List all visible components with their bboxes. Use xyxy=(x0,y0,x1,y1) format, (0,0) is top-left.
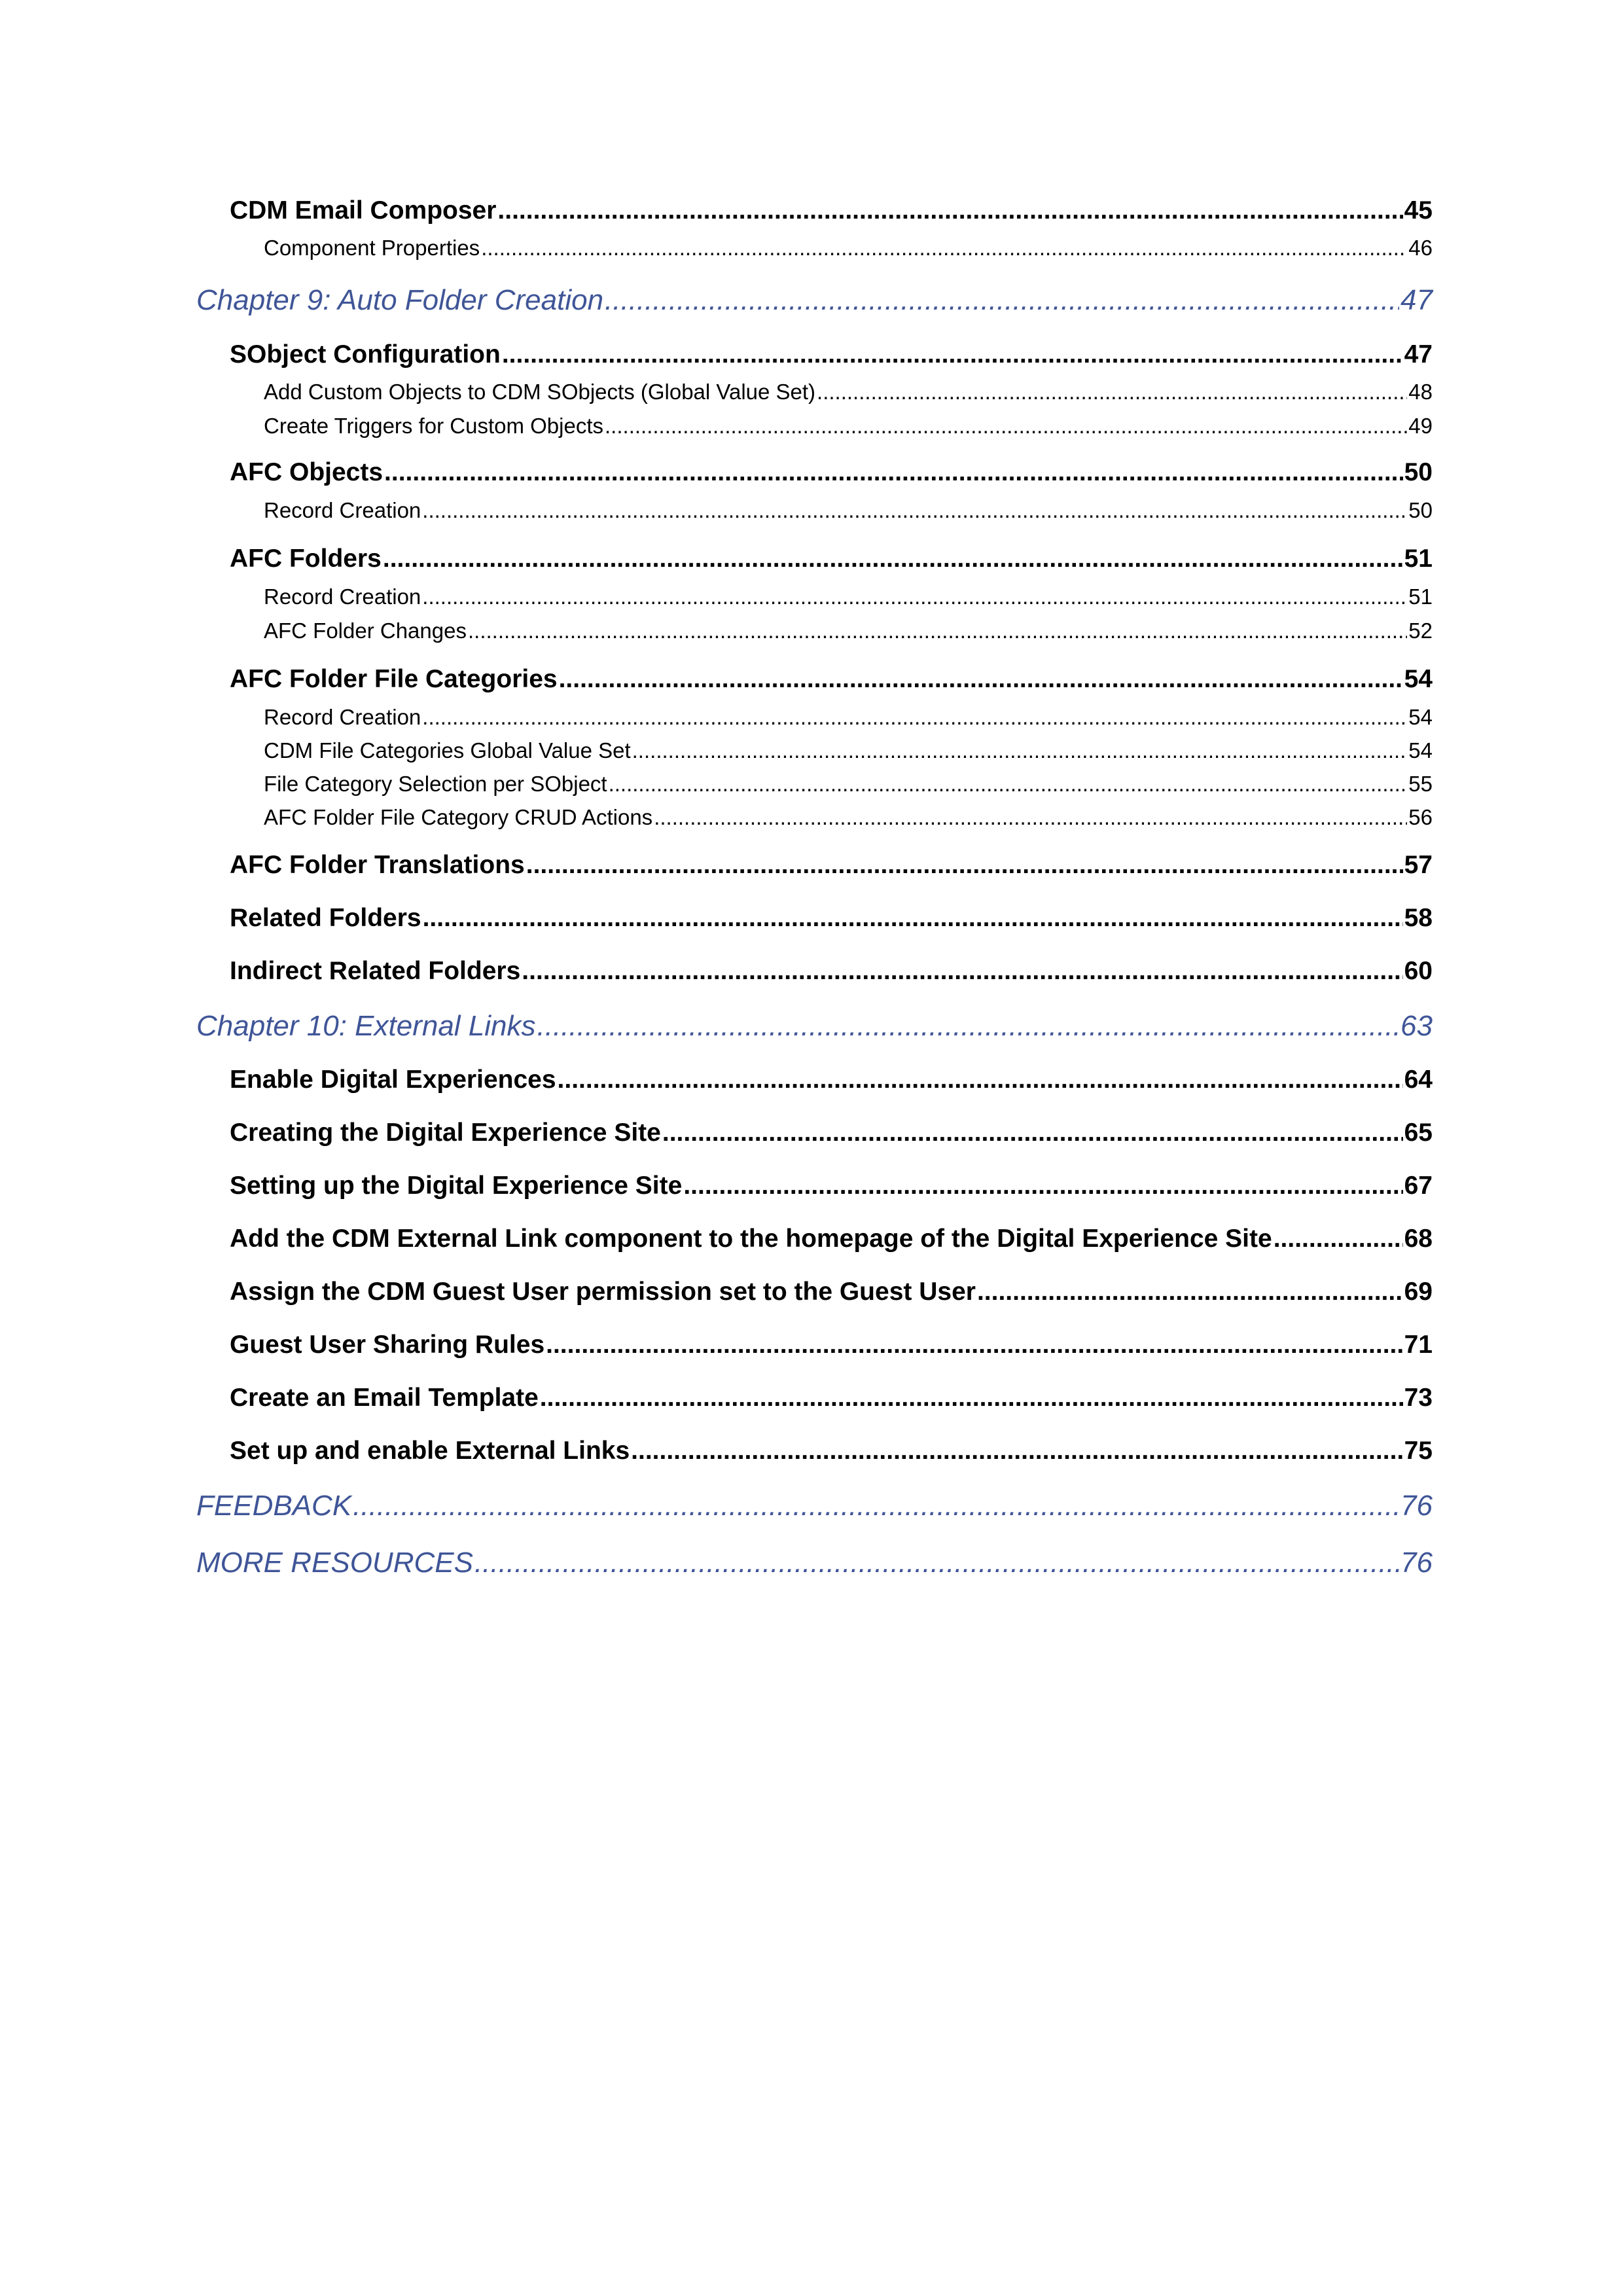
toc-entry-title: AFC Folder File Categories xyxy=(230,665,558,693)
toc-entry-title: Record Creation xyxy=(264,705,421,729)
toc-leader-dots xyxy=(422,584,1407,609)
toc-entry[interactable] xyxy=(230,545,1433,573)
toc-leader-dots xyxy=(481,236,1407,260)
toc-leader-dots xyxy=(559,665,1403,694)
toc-entry[interactable] xyxy=(230,1437,1433,1465)
toc-entry[interactable] xyxy=(264,805,1433,830)
toc-entry[interactable] xyxy=(230,1331,1433,1359)
toc-entry-title: Related Folders xyxy=(230,904,421,932)
toc-entry[interactable] xyxy=(230,1172,1433,1200)
toc-entry-title: Chapter 9: Auto Folder Creation xyxy=(196,284,604,316)
toc-entry-title: Guest User Sharing Rules xyxy=(230,1331,545,1359)
toc-entry-page: 60 xyxy=(1404,957,1433,985)
toc-entry[interactable] xyxy=(264,584,1433,609)
toc-leader-dots xyxy=(497,196,1402,225)
toc-entry-page: 55 xyxy=(1408,772,1433,796)
toc-entry-page: 52 xyxy=(1408,619,1433,643)
toc-entry-title: Assign the CDM Guest User permission set to the Guest User xyxy=(230,1278,976,1306)
toc-entry-page: 67 xyxy=(1404,1172,1433,1200)
toc-entry[interactable] xyxy=(230,1119,1433,1147)
toc-leader-dots xyxy=(540,1384,1403,1412)
toc-entry[interactable] xyxy=(230,665,1433,694)
toc-entry-title: Add Custom Objects to CDM SObjects (Global Value Set) xyxy=(264,380,816,404)
toc-entry[interactable] xyxy=(230,1066,1433,1094)
toc-leader-dots xyxy=(522,957,1402,986)
toc-entry-page: 47 xyxy=(1400,284,1433,316)
toc-leader-dots xyxy=(662,1119,1403,1147)
toc-entry-title: Set up and enable External Links xyxy=(230,1437,630,1465)
toc-leader-dots xyxy=(384,458,1403,487)
toc-entry-page: 56 xyxy=(1408,805,1433,829)
toc-leader-dots xyxy=(423,904,1403,933)
toc-leader-dots xyxy=(526,851,1403,880)
toc-entry-page: 51 xyxy=(1408,584,1433,609)
toc-entry[interactable] xyxy=(230,1384,1433,1412)
toc-entry-title: Creating the Digital Experience Site xyxy=(230,1119,661,1147)
toc-chapter-entry[interactable] xyxy=(196,284,1433,317)
toc-entry-page: 46 xyxy=(1408,236,1433,260)
toc-entry-page: 54 xyxy=(1408,705,1433,729)
toc-leader-dots xyxy=(683,1172,1402,1200)
toc-entry-title: FEEDBACK xyxy=(196,1490,352,1522)
toc-entry-page: 51 xyxy=(1404,545,1433,573)
toc-entry[interactable] xyxy=(264,772,1433,797)
toc-entry-page: 76 xyxy=(1400,1490,1433,1522)
toc-entry-title: Enable Digital Experiences xyxy=(230,1066,556,1094)
toc-entry-title: Component Properties xyxy=(264,236,480,260)
toc-leader-dots xyxy=(977,1278,1403,1306)
toc-entry-title: AFC Folders xyxy=(230,545,382,573)
toc-entry-page: 58 xyxy=(1404,904,1433,932)
toc-entry[interactable] xyxy=(264,236,1433,260)
toc-entry-title: Create Triggers for Custom Objects xyxy=(264,414,604,438)
toc-entry-title: AFC Folder File Category CRUD Actions xyxy=(264,805,653,829)
toc-entry[interactable] xyxy=(264,380,1433,404)
toc-entry-page: 64 xyxy=(1404,1066,1433,1094)
toc-leader-dots xyxy=(474,1547,1399,1579)
toc-entry-title: CDM Email Composer xyxy=(230,196,497,224)
toc-entry-page: 73 xyxy=(1404,1384,1433,1412)
toc-entry-title: Chapter 10: External Links xyxy=(196,1010,536,1042)
toc-entry-page: 47 xyxy=(1404,340,1433,368)
toc-leader-dots xyxy=(537,1010,1400,1043)
toc-entry[interactable] xyxy=(230,1225,1433,1253)
toc-entry-page: 50 xyxy=(1404,458,1433,486)
toc-entry-title: Create an Email Template xyxy=(230,1384,539,1412)
toc-entry[interactable] xyxy=(230,851,1433,880)
toc-entry[interactable] xyxy=(230,458,1433,487)
toc-chapter-entry[interactable] xyxy=(196,1010,1433,1043)
toc-entry[interactable] xyxy=(264,705,1433,730)
toc-entry[interactable] xyxy=(230,340,1433,369)
toc-leader-dots xyxy=(631,1437,1402,1465)
toc-entry-title: Add the CDM External Link component to the homepage of the Digital Experience Site xyxy=(230,1225,1272,1253)
toc-entry-title: AFC Folder Translations xyxy=(230,851,525,879)
toc-entry-title: Record Creation xyxy=(264,498,421,522)
toc-entry-page: 49 xyxy=(1408,414,1433,438)
toc-leader-dots xyxy=(353,1490,1399,1522)
toc-entry-page: 54 xyxy=(1404,665,1433,693)
toc-leader-dots xyxy=(558,1066,1403,1094)
toc-leader-dots xyxy=(383,545,1403,573)
toc-entry-page: 71 xyxy=(1404,1331,1433,1359)
toc-entry[interactable] xyxy=(230,1278,1433,1306)
toc-entry-page: 75 xyxy=(1404,1437,1433,1465)
toc-entry-title: SObject Configuration xyxy=(230,340,501,368)
toc-entry-page: 54 xyxy=(1408,738,1433,762)
toc-entry-page: 76 xyxy=(1400,1547,1433,1579)
toc-entry-page: 65 xyxy=(1404,1119,1433,1147)
toc-entry[interactable] xyxy=(230,196,1433,225)
toc-entry[interactable] xyxy=(264,619,1433,643)
toc-entry-page: 68 xyxy=(1404,1225,1433,1253)
toc-chapter-entry[interactable] xyxy=(196,1490,1433,1522)
toc-entry[interactable] xyxy=(230,904,1433,933)
toc-leader-dots xyxy=(1274,1225,1403,1253)
toc-leader-dots xyxy=(605,414,1407,439)
toc-entry-title: File Category Selection per SObject xyxy=(264,772,607,796)
toc-leader-dots xyxy=(468,619,1407,643)
toc-entry-page: 50 xyxy=(1408,498,1433,522)
toc-entry-page: 45 xyxy=(1404,196,1433,224)
toc-leader-dots xyxy=(632,738,1408,763)
toc-leader-dots xyxy=(817,380,1407,404)
toc-entry[interactable] xyxy=(230,957,1433,986)
toc-entry-title: MORE RESOURCES xyxy=(196,1547,473,1579)
toc-leader-dots xyxy=(546,1331,1402,1359)
toc-entry-title: Record Creation xyxy=(264,584,421,609)
toc-entry-title: CDM File Categories Global Value Set xyxy=(264,738,631,762)
toc-leader-dots xyxy=(605,284,1399,317)
toc-entry[interactable] xyxy=(264,414,1433,439)
toc-chapter-entry[interactable] xyxy=(196,1547,1433,1579)
toc-leader-dots xyxy=(422,498,1407,523)
toc-leader-dots xyxy=(502,340,1403,369)
toc-entry-title: AFC Folder Changes xyxy=(264,619,467,643)
toc-entry[interactable] xyxy=(264,738,1433,763)
toc-leader-dots xyxy=(422,705,1407,730)
toc-leader-dots xyxy=(609,772,1408,797)
toc-entry[interactable] xyxy=(264,498,1433,523)
toc-entry-page: 57 xyxy=(1404,851,1433,879)
toc-entry-page: 48 xyxy=(1408,380,1433,404)
toc-entry-title: Setting up the Digital Experience Site xyxy=(230,1172,683,1200)
toc-leader-dots xyxy=(654,805,1407,830)
toc-entry-title: AFC Objects xyxy=(230,458,383,486)
toc-entry-page: 69 xyxy=(1404,1278,1433,1306)
toc-entry-page: 63 xyxy=(1400,1010,1433,1042)
toc-entry-title: Indirect Related Folders xyxy=(230,957,521,985)
